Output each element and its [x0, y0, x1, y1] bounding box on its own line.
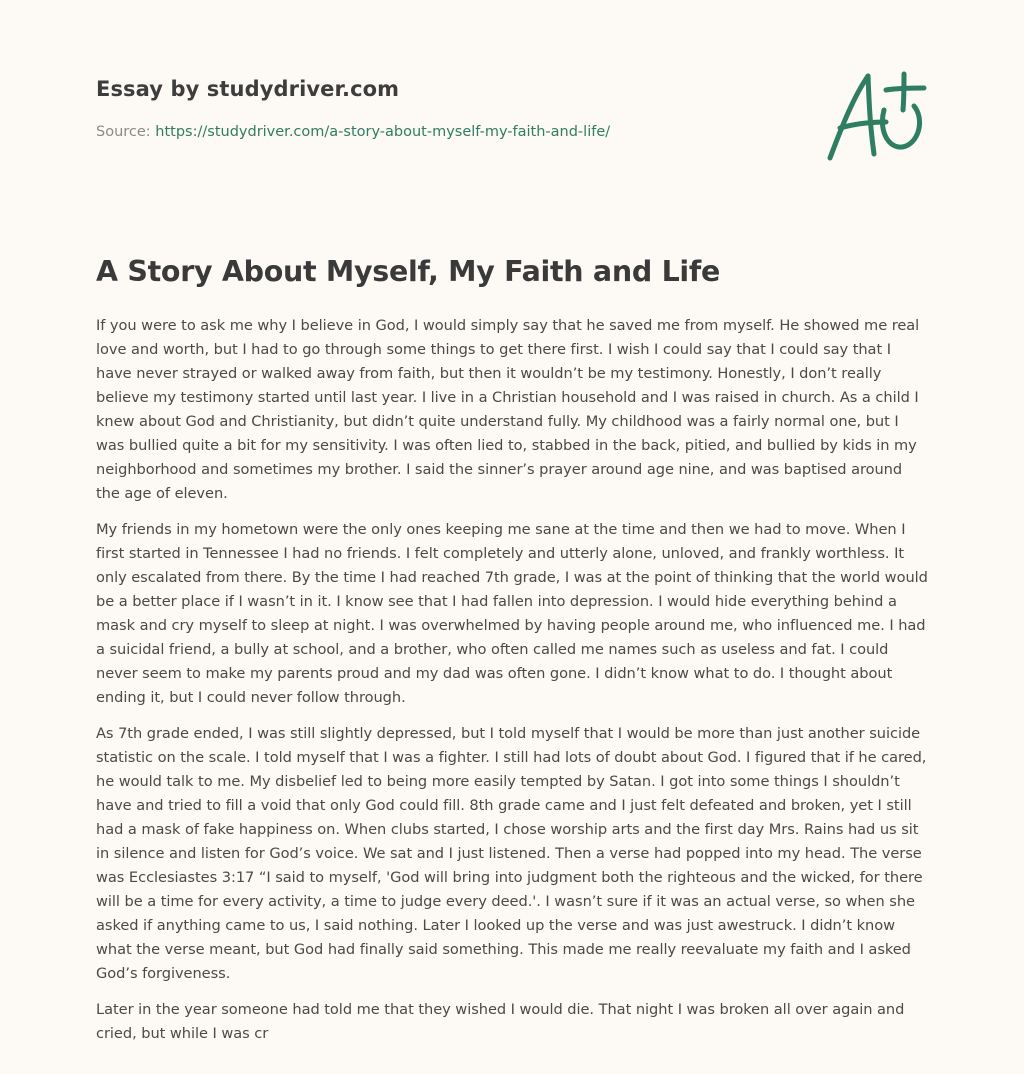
site-brand: Essay by studydriver.com — [96, 77, 400, 101]
essay-paragraph: As 7th grade ended, I was still slightly depressed, but I told myself that I would be more than just another suicide statistic on the scale. I told myself that I was a fighter. I still had lots of doubt about God. I figured that if he cared, he would talk to me. My disbelief led to being more easily tempted by Satan. I got into some things I shouldn’t have and tried to fill a void that only God could fill. 8th grade came and I just felt defeated and broken, yet I still had a mask of fake happiness on. When clubs started, I chose worship arts and the first day Mrs. Rains had us sit in silence and listen for God’s voice. We sat and I just listened. Then a verse had popped into my head. The verse was Ecclesiastes 3:17 “I said to myself, 'God will bring into judgment both the righteous and the wicked, for there will be a time for every activity, a time to judge every deed.'. I wasn’t sure if it was an actual verse, so when she asked if anything came to us, I said nothing. Later I looked up the verse and was just awestruck. I didn’t know what the verse meant, but God had finally said something. This made me really reevaluate my faith and I asked God’s forgiveness. — [96, 725, 927, 982]
source-label: Source: — [96, 124, 156, 140]
essay-paragraph: If you were to ask me why I believe in God, I would simply say that he saved me from myself. He showed me real love and worth, but I had to go through some things to get there first. I wish I could say that I could say that I have never strayed or walked away from faith, but then it wouldn’t be my testimony. Honestly, I don’t really believe my testimony started until last year. I live in a Christian household and I was raised in church. As a child I knew about God and Christianity, but didn’t quite understand fully. My childhood was a fairly normal one, but I was bullied quite a bit for my sensitivity. I was often lied to, stabbed in the back, pitied, and bullied by kids in my neighborhood and sometimes my brother. I said the sinner’s prayer around age nine, and was baptised around the age of eleven. — [96, 317, 920, 502]
essay-body — [96, 314, 928, 1058]
essay-paragraph: My friends in my hometown were the only ones keeping me sane at the time and then we had to move. When I first started in Tennessee I had no friends. I felt completely and utterly alone, unloved, and frankly worthless. It only escalated from there. By the time I had reached 7th grade, I was at the point of thinking that the world would be a better place if I wasn’t in it. I know see that I had fallen into depression. I would hide everything behind a mask and cry myself to sleep at night. I was overwhelmed by having people around me, who influenced me. I had a suicidal friend, a bully at school, and a brother, who often called me names such as useless and fat. I could never seem to make my parents proud and my dad was often gone. I didn’t know what to do. I thought about ending it, but I could never follow through. — [96, 521, 928, 706]
a-plus-logo-icon — [820, 66, 928, 164]
source-link[interactable]: https://studydriver.com/a-story-about-myself-my-faith-and-life/ — [155, 124, 611, 140]
essay-paragraph: Later in the year someone had told me that they wished I would die. That night I was broken all over again and cried, but while I was cr — [96, 1001, 905, 1042]
essay-title: A Story About Myself, My Faith and Life — [96, 255, 721, 288]
source-line — [96, 124, 610, 140]
